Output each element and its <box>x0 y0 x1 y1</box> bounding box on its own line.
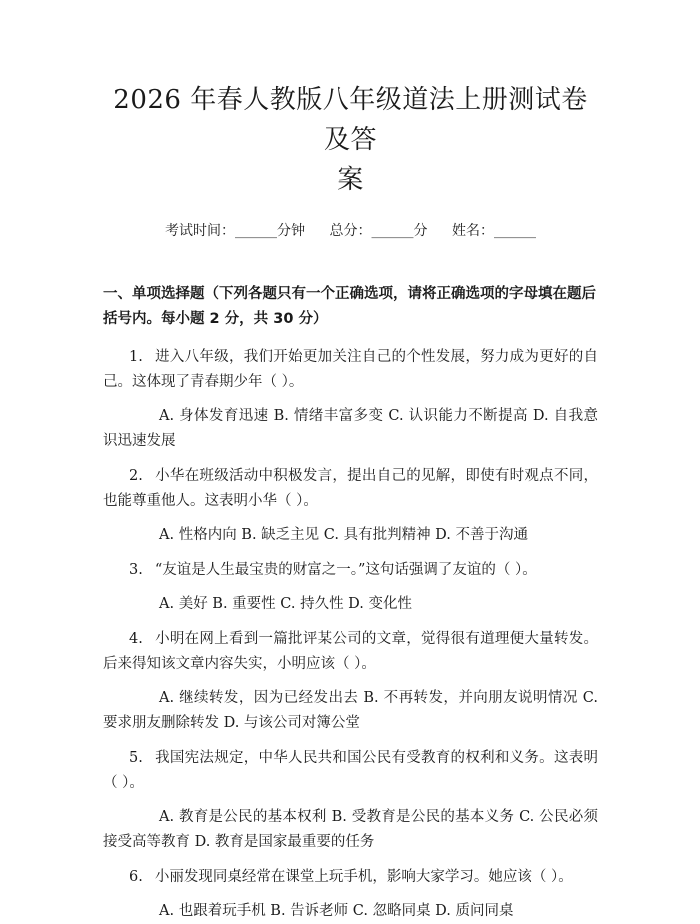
section-heading: 一、单项选择题（下列各题只有一个正确选项，请将正确选项的字母填在题后括号内。每小题 2 分，共 30 分） <box>103 286 596 327</box>
question-text: 小华在班级活动中积极发言，提出自己的见解，即使有时观点不同，也能尊重他人。这表明小华（ ）。 <box>103 468 598 509</box>
question-stem <box>103 558 598 583</box>
page-title-line-1: 2026 年春人教版八年级道法上册测试卷及答 <box>113 85 588 155</box>
question-text: 进入八年级，我们开始更加关注自己的个性发展，努力成为更好的自己。这体现了青春期少年（ ）。 <box>103 349 598 390</box>
exam-info-line <box>103 220 598 242</box>
question-options: A. 也跟着玩手机 B. 告诉老师 C. 忽略同桌 D. 质问同桌 <box>159 903 514 919</box>
exam-time-field: 考试时间：______分钟 <box>165 223 306 239</box>
page-title <box>103 80 598 200</box>
question-options: A. 性格内向 B. 缺乏主见 C. 具有批判精神 D. 不善于沟通 <box>159 527 529 543</box>
question-options: A. 身体发育迅速 B. 情绪丰富多变 C. 认识能力不断提高 D. 自我意识迅速发展 <box>103 408 598 449</box>
question-stem <box>103 865 598 890</box>
question-number: 2. <box>129 468 143 484</box>
question-options: A. 美好 B. 重要性 C. 持久性 D. 变化性 <box>159 596 413 612</box>
question-number: 1. <box>129 349 143 365</box>
question-stem <box>103 746 598 796</box>
student-name-field: 姓名：______ <box>451 223 536 239</box>
question-stem <box>103 464 598 514</box>
question-stem <box>103 345 598 395</box>
question-text: 我国宪法规定，中华人民共和国公民有受教育的权利和义务。这表明（ ）。 <box>103 750 598 791</box>
question-text: “友谊是人生最宝贵的财富之一。”这句话强调了友谊的（ ）。 <box>154 562 537 578</box>
question-options: A. 继续转发，因为已经发出去 B. 不再转发，并向朋友说明情况 C. 要求朋友删除转发 D. 与该公司对簿公堂 <box>103 690 598 731</box>
page-title-line-2: 案 <box>337 165 364 195</box>
total-score-field: 总分：______分 <box>329 223 428 239</box>
question-text: 小丽发现同桌经常在课堂上玩手机，影响大家学习。她应该（ ）。 <box>154 869 573 885</box>
question-stem <box>103 627 598 677</box>
question-number: 5. <box>129 750 143 766</box>
question-number: 4. <box>129 631 143 647</box>
question-number: 3. <box>129 562 143 578</box>
question-options: A. 教育是公民的基本权利 B. 受教育是公民的基本义务 C. 公民必须接受高等教育 D. 教育是国家最重要的任务 <box>103 809 598 850</box>
question-number: 6. <box>129 869 143 885</box>
question-text: 小明在网上看到一篇批评某公司的文章，觉得很有道理便大量转发。后来得知该文章内容失实，小明应该（ ）。 <box>103 631 598 672</box>
